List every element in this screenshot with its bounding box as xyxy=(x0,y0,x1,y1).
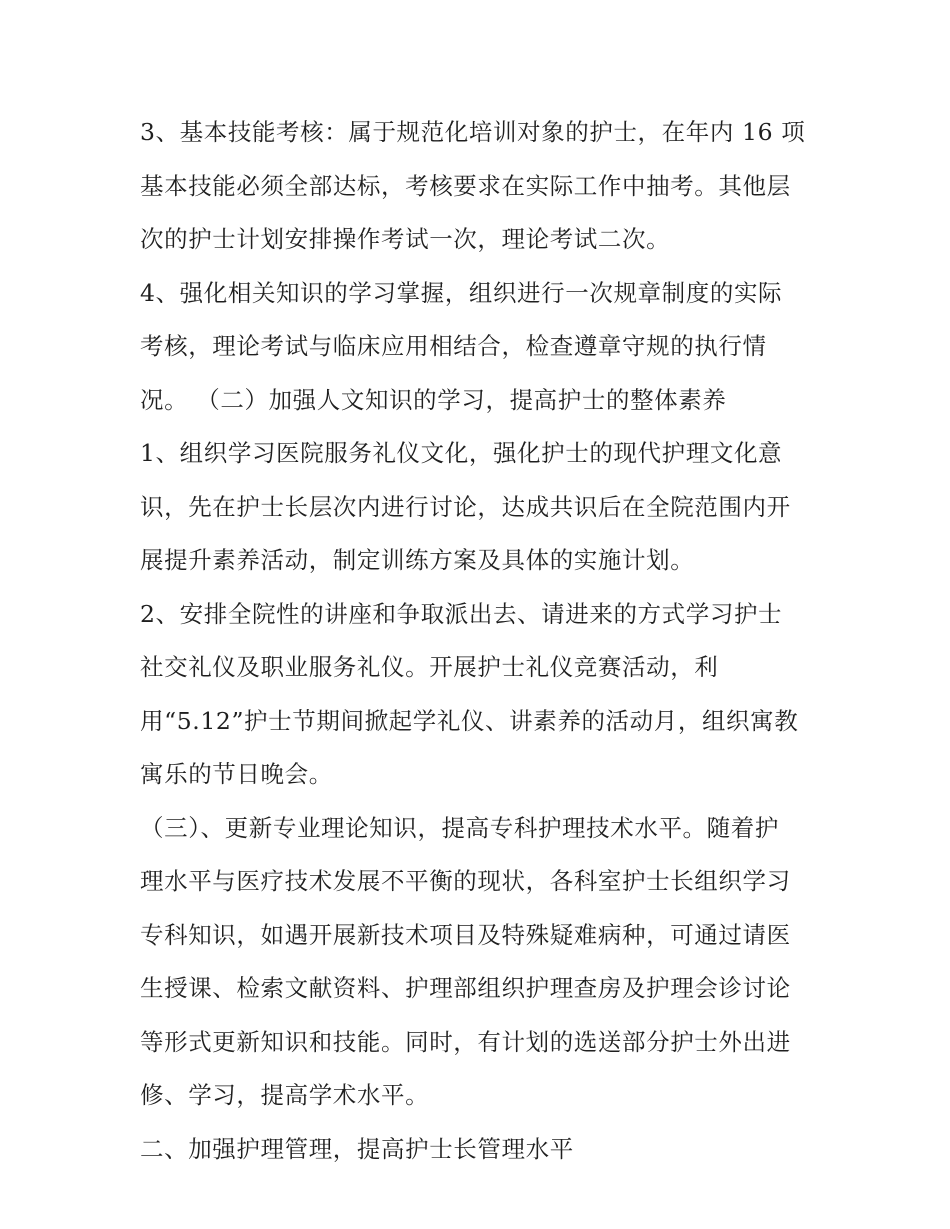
text-line: 社交礼仪及职业服务礼仪。开展护士礼仪竞赛活动，利 xyxy=(140,653,719,681)
text-line: 用“5.12”护士节期间掀起学礼仪、讲素养的活动月，组织寓教 xyxy=(140,706,799,735)
text-line: 基本技能必须全部达标，考核要求在实际工作中抽考。其他层 xyxy=(140,171,791,200)
text-line: 考核，理论考试与临床应用相结合，检查遵章守规的执行情 xyxy=(140,332,767,360)
text-line: 展提升素养活动，制定训练方案及具体的实施计划。 xyxy=(140,546,695,574)
text-line: 况。 （二）加强人文知识的学习，提高护士的整体素养 xyxy=(140,385,727,414)
text-line: 修、学习，提高学术水平。 xyxy=(140,1081,430,1109)
text-line: 等形式更新知识和技能。同时，有计划的选送部分护士外出进 xyxy=(140,1027,791,1056)
text-line: 专科知识，如遇开展新技术项目及特殊疑难病种，可通过请医 xyxy=(140,920,791,949)
text-line: （三）、更新专业理论知识，提高专科护理技术水平。随着护 xyxy=(140,813,779,842)
text-line: 识，先在护士长层次内进行讨论，达成共识后在全院范围内开 xyxy=(140,492,791,521)
text-line: 次的护士计划安排操作考试一次，理论考试二次。 xyxy=(140,225,671,253)
text-line: 4、强化相关知识的学习掌握，组织进行一次规章制度的实际 xyxy=(140,278,783,307)
text-line: 理水平与医疗技术发展不平衡的现状，各科室护士长组织学习 xyxy=(140,867,791,895)
text-line: 3、基本技能考核：属于规范化培训对象的护士，在年内 16 项 xyxy=(140,118,806,146)
text-line: 1、组织学习医院服务礼仪文化，强化护士的现代护理文化意 xyxy=(140,439,783,467)
text-line: 生授课、检索文献资料、护理部组织护理查房及护理会诊讨论 xyxy=(140,974,791,1002)
text-line: 寓乐的节日晚会。 xyxy=(140,760,333,788)
text-line: 2、安排全院性的讲座和争取派出去、请进来的方式学习护士 xyxy=(140,599,783,628)
text-line: 二、加强护理管理，提高护士长管理水平 xyxy=(140,1134,574,1163)
document-body xyxy=(140,112,830,1182)
